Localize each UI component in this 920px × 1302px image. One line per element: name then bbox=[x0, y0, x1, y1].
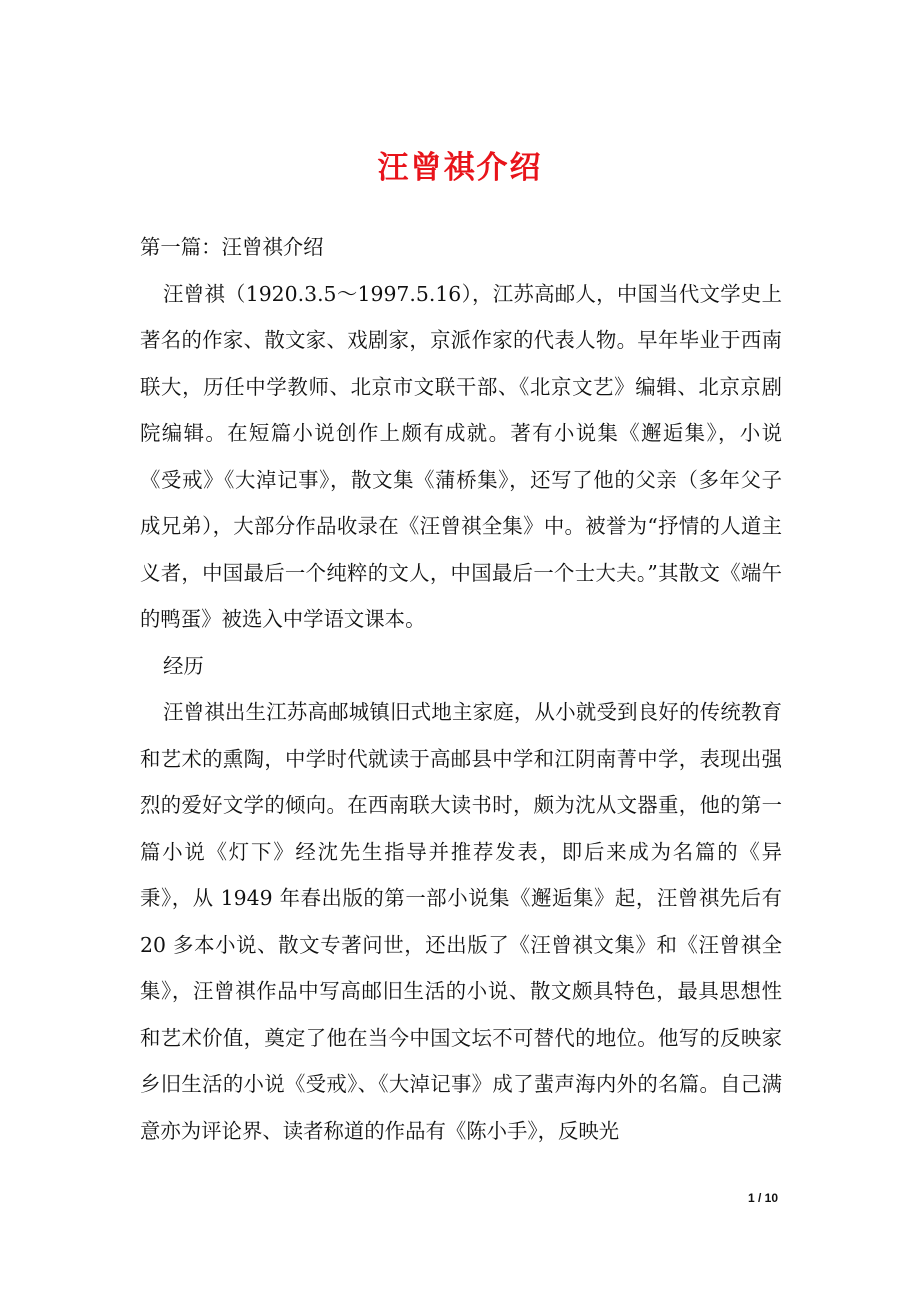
page-number: 1 / 10 bbox=[748, 1191, 779, 1205]
experience-paragraph: 汪曾祺出生江苏高邮城镇旧式地主家庭，从小就受到良好的传统教育和艺术的熏陶，中学时代就读于高邮县中学和江阴南菁中学，表现出强烈的爱好文学的倾向。在西南联大读书时，颇为沈从文器重，他的第一篇小说《灯下》经沈先生指导并推荐发表，即后来成为名篇的《异秉》，从 1949 年春出版的第一部小说集《邂逅集》起，汪曾祺先后有 20 多本小说、散文专著问世，还出版了《汪曾祺文集》和《汪曾祺全集》，汪曾祺作品中写高邮旧生活的小说、散文颇具特色，最具思想性和艺术价值，奠定了他在当今中国文坛不可替代的地位。他写的反映家乡旧生活的小说《受戒》、《大淖记事》成了蜚声海内外的名篇。自己满意亦为评论界、读者称道的作品有《陈小手》，反映光 bbox=[140, 700, 782, 1143]
document-title: 汪曾祺介绍 bbox=[377, 150, 543, 186]
section-heading: 第一篇：汪曾祺介绍 bbox=[140, 235, 324, 259]
document-body bbox=[140, 224, 782, 1154]
subsection-heading: 经历 bbox=[163, 653, 204, 678]
intro-paragraph: 汪曾祺（1920.3.5～1997.5.16），江苏高邮人，中国当代文学史上著名的作家、散文家、戏剧家，京派作家的代表人物。早年毕业于西南联大，历任中学教师、北京市文联干部、《北京文艺》编辑、北京京剧院编辑。在短篇小说创作上颇有成就。著有小说集《邂逅集》，小说《受戒》《大淖记事》，散文集《蒲桥集》，还写了他的父亲（多年父子成兄弟），大部分作品收录在《汪曾祺全集》中。被誉为“抒情的人道主义者，中国最后一个纯粹的文人，中国最后一个士大夫。”其散文《端午的鸭蛋》被选入中学语文课本。 bbox=[140, 281, 782, 631]
